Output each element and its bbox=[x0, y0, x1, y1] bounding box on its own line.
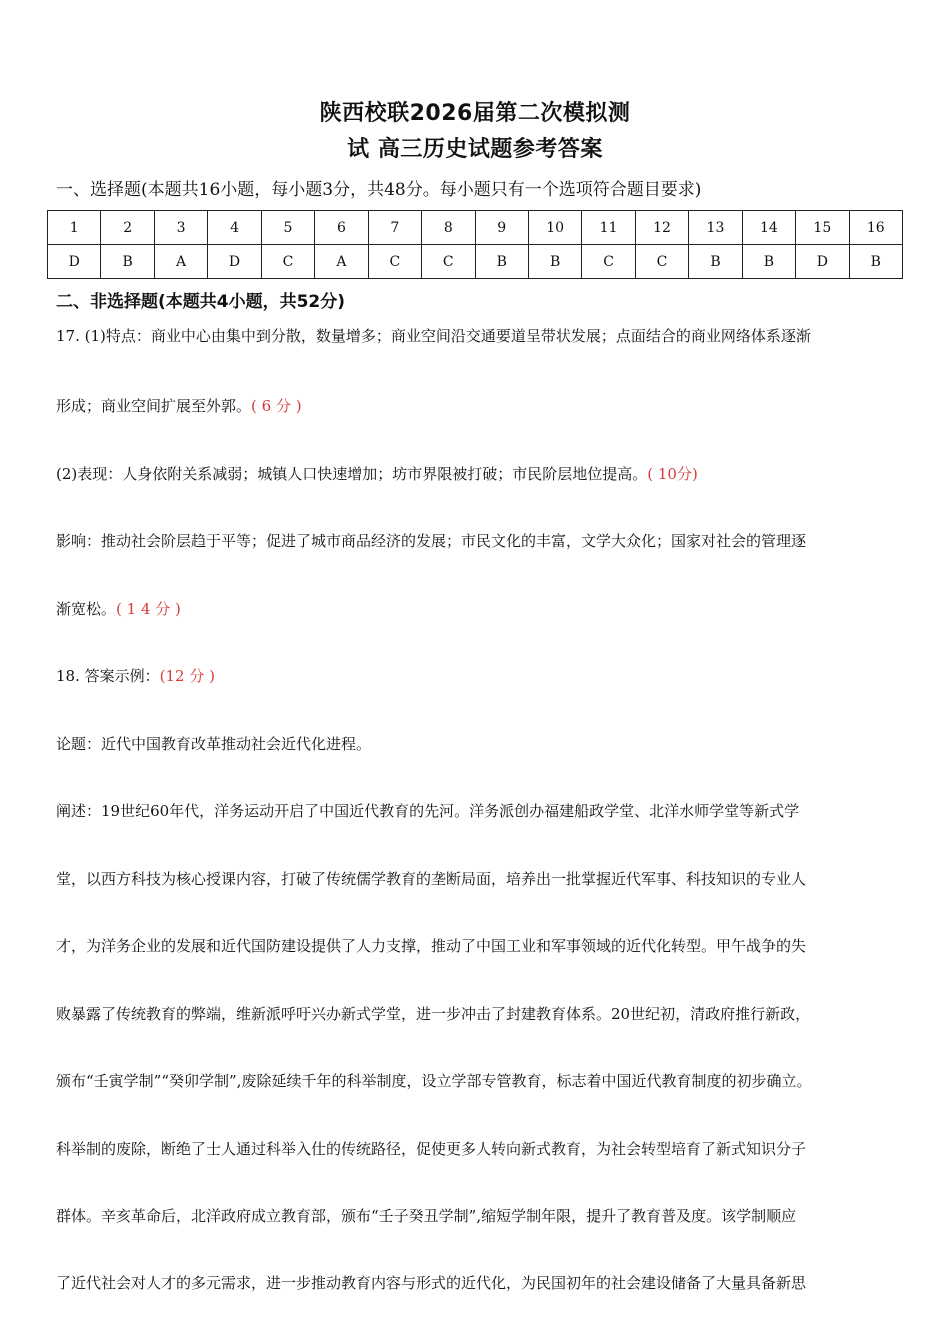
answer-line bbox=[56, 733, 906, 754]
question-number-cell: 6 bbox=[315, 211, 368, 245]
answer-line-text: (2)表现：人身依附关系减弱；城镇人口快速增加；坊市界限被打破；市民阶层地位提高。 bbox=[56, 465, 648, 483]
answer-cell: B bbox=[101, 245, 154, 279]
answer-cell: B bbox=[849, 245, 902, 279]
answer-line-text: 形成；商业空间扩展至外郭。 bbox=[56, 397, 252, 415]
question-number-cell: 9 bbox=[475, 211, 528, 245]
answer-cell: D bbox=[48, 245, 101, 279]
answer-line-text: 才，为洋务企业的发展和近代国防建设提供了人力支撑，推动了中国工业和军事领域的近代化转型。甲午战争的失 bbox=[56, 937, 807, 955]
question-number-cell: 4 bbox=[208, 211, 261, 245]
answer-cell: D bbox=[208, 245, 261, 279]
answer-line-text: 颁布“壬寅学制”“癸卯学制”,废除延续千年的科举制度，设立学部专管教育，标志着中国近代教育制度的初步确立。 bbox=[56, 1072, 812, 1090]
answer-cell: C bbox=[582, 245, 635, 279]
question-number-cell: 14 bbox=[742, 211, 795, 245]
question-number-cell: 15 bbox=[796, 211, 849, 245]
answer-cell: D bbox=[796, 245, 849, 279]
document-title-line2: 试 高三历史试题参考答案 bbox=[347, 137, 603, 162]
question-number-cell: 11 bbox=[582, 211, 635, 245]
answer-line-text: 阐述：19世纪60年代，洋务运动开启了中国近代教育的先河。洋务派创办福建船政学堂、北洋水师学堂等新式学 bbox=[56, 802, 800, 820]
answer-cell: B bbox=[742, 245, 795, 279]
answer-cell: C bbox=[261, 245, 314, 279]
answer-line bbox=[56, 463, 906, 484]
question-number-cell: 12 bbox=[635, 211, 688, 245]
answer-line bbox=[56, 1003, 906, 1024]
answer-line bbox=[56, 1138, 906, 1159]
answer-cell: A bbox=[315, 245, 368, 279]
answer-line bbox=[56, 325, 906, 346]
answer-line-text: 了近代社会对人才的多元需求，进一步推动教育内容与形式的近代化，为民国初年的社会建设储备了大量具备新思 bbox=[56, 1274, 807, 1292]
question-number-cell: 8 bbox=[422, 211, 475, 245]
section1-heading: 一、选择题(本题共16小题，每小题3分，共48分。每小题只有一个选项符合题目要求) bbox=[56, 180, 702, 200]
answer-cell: B bbox=[689, 245, 742, 279]
question-number-cell: 7 bbox=[368, 211, 421, 245]
question-number-cell: 5 bbox=[261, 211, 314, 245]
question-number-cell: 13 bbox=[689, 211, 742, 245]
answer-line bbox=[56, 1070, 906, 1091]
question-number-cell: 16 bbox=[849, 211, 902, 245]
answer-line-text: 17. (1)特点：商业中心由集中到分散，数量增多；商业空间沿交通要道呈带状发展；点面结合的商业网络体系逐渐 bbox=[56, 327, 811, 345]
answer-cell: B bbox=[528, 245, 581, 279]
answer-line-text: 18. 答案示例： bbox=[56, 667, 160, 685]
answer-line-text: 科举制的废除，断绝了士人通过科举入仕的传统路径，促使更多人转向新式教育，为社会转型培育了新式知识分子 bbox=[56, 1140, 807, 1158]
answer-line bbox=[56, 530, 906, 551]
score-label: (12 分 ) bbox=[159, 667, 215, 685]
answer-line bbox=[56, 665, 906, 686]
answer-line bbox=[56, 1205, 906, 1226]
answer-line bbox=[56, 395, 906, 416]
answer-line bbox=[56, 868, 906, 889]
answer-line bbox=[56, 1272, 906, 1293]
answer-line bbox=[56, 935, 906, 956]
answer-cell: C bbox=[422, 245, 475, 279]
answer-cell: A bbox=[154, 245, 207, 279]
section2-heading: 二、非选择题(本题共4小题，共52分) bbox=[56, 292, 346, 312]
answer-line-text: 影响：推动社会阶层趋于平等；促进了城市商品经济的发展；市民文化的丰富，文学大众化；国家对社会的管理逐 bbox=[56, 532, 807, 550]
answer-line-text: 败暴露了传统教育的弊端，维新派呼吁兴办新式学堂，进一步冲击了封建教育体系。20世纪初，清政府推行新政， bbox=[56, 1005, 811, 1023]
answer-table-answer-row bbox=[48, 245, 903, 279]
answer-line bbox=[56, 800, 906, 821]
score-label: ( 1 4 分 ) bbox=[116, 600, 181, 618]
answer-table bbox=[47, 210, 903, 279]
question-number-cell: 10 bbox=[528, 211, 581, 245]
answer-line-text: 论题：近代中国教育改革推动社会近代化进程。 bbox=[56, 735, 372, 753]
answer-line bbox=[56, 598, 906, 619]
answer-cell: C bbox=[368, 245, 421, 279]
question-number-cell: 2 bbox=[101, 211, 154, 245]
answer-cell: C bbox=[635, 245, 688, 279]
question-number-cell: 1 bbox=[48, 211, 101, 245]
answer-cell: B bbox=[475, 245, 528, 279]
answer-line-text: 堂，以西方科技为核心授课内容，打破了传统儒学教育的垄断局面，培养出一批掌握近代军事、科技知识的专业人 bbox=[56, 870, 807, 888]
score-label: ( 6 分 ) bbox=[251, 397, 302, 415]
document-title-line1: 陕西校联2026届第二次模拟测 bbox=[319, 101, 631, 126]
question-number-cell: 3 bbox=[154, 211, 207, 245]
answer-line-text: 渐宽松。 bbox=[56, 600, 117, 618]
answer-table-number-row bbox=[48, 211, 903, 245]
answer-line-text: 群体。辛亥革命后，北洋政府成立教育部，颁布“壬子癸丑学制”,缩短学制年限，提升了教育普及度。该学制顺应 bbox=[56, 1207, 797, 1225]
score-label: ( 10分) bbox=[647, 465, 698, 483]
